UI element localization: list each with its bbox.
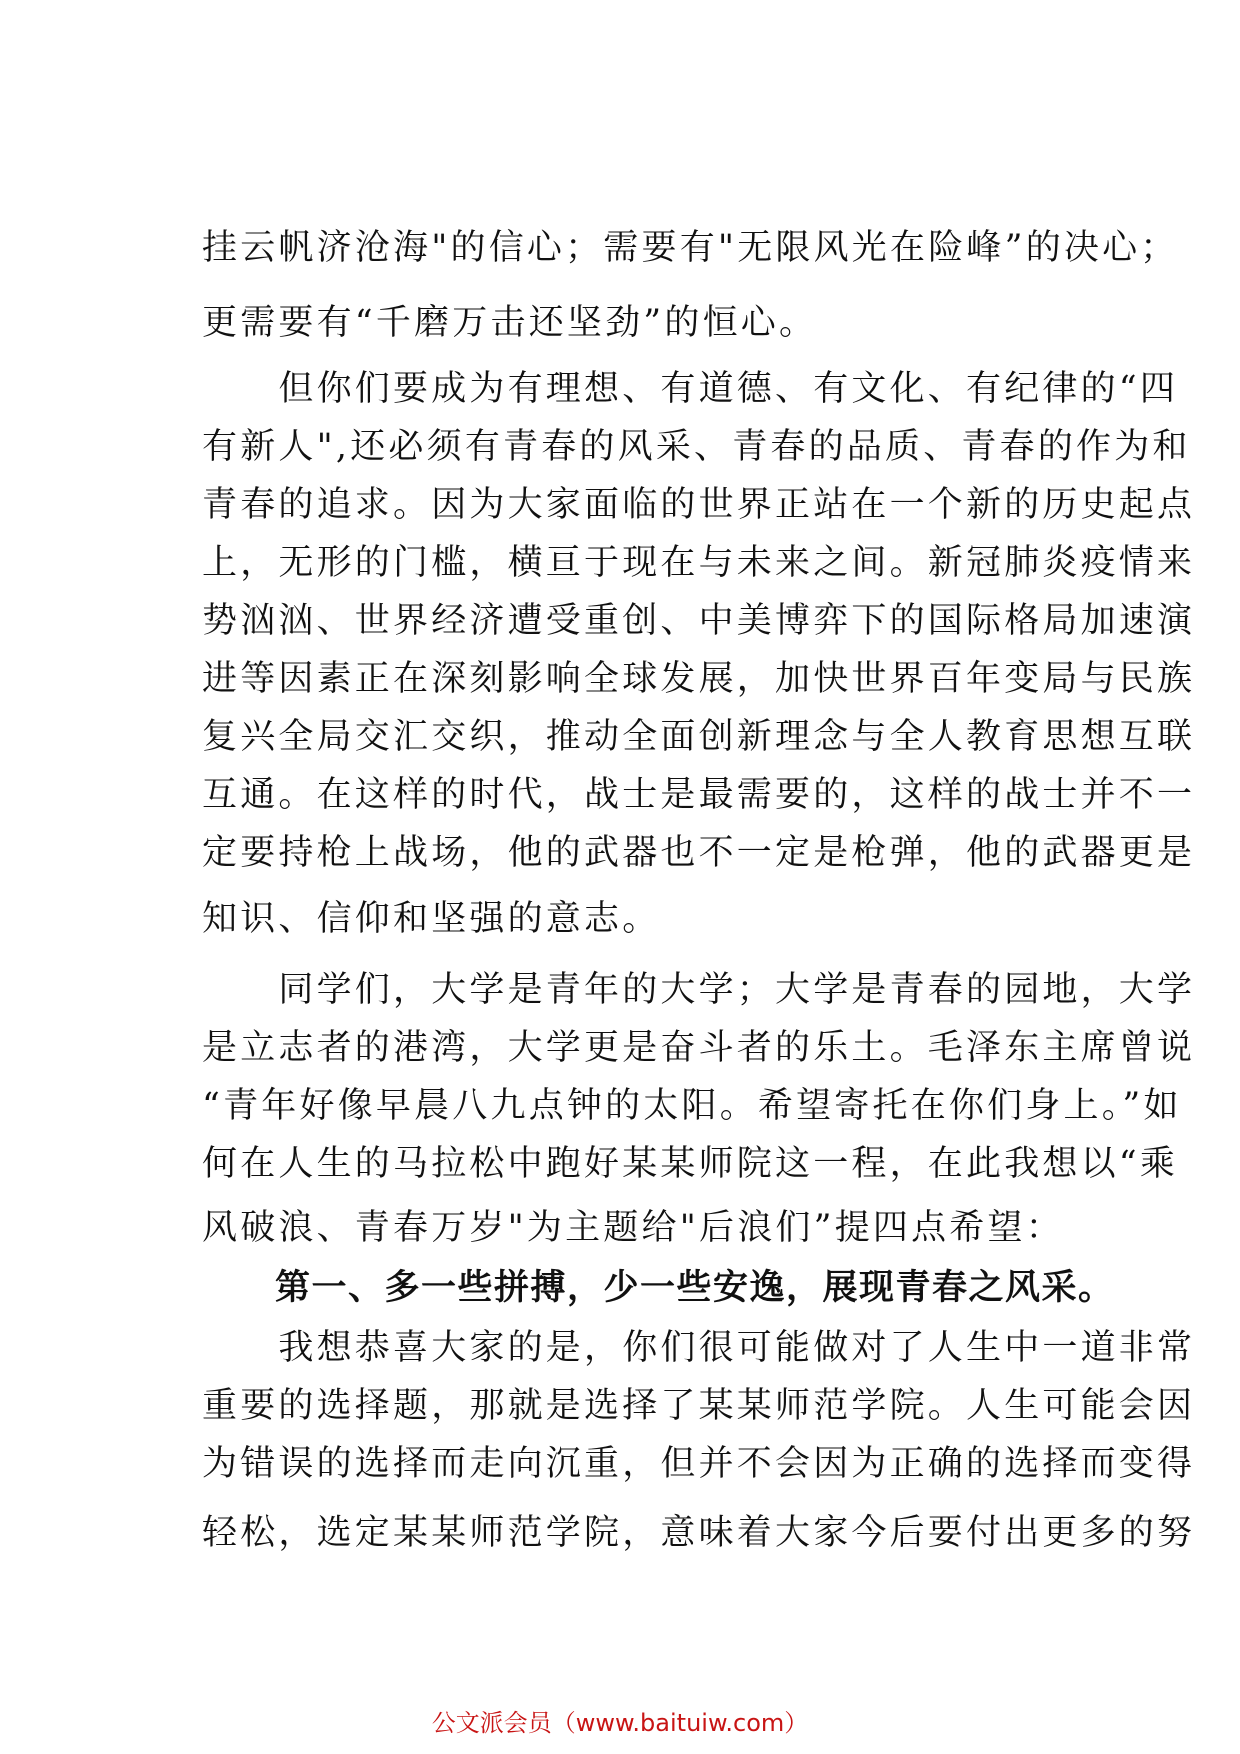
section-heading: 第一、多一些拼搏，少一些安逸，展现青春之风采。	[202, 1268, 1115, 1308]
text-line: 是立志者的港湾，大学更是奋斗者的乐土。毛泽东主席曾说	[202, 1028, 1196, 1068]
text-line: 重要的选择题，那就是选择了某某师范学院。人生可能会因	[202, 1386, 1196, 1426]
text-line: 有新人",还必须有青春的风采、青春的品质、青春的作为和	[202, 427, 1191, 467]
text-line: 同学们，大学是青年的大学；大学是青春的园地，大学	[202, 970, 1196, 1010]
text-line: 互通。在这样的时代，战士是最需要的，这样的战士并不一	[202, 775, 1196, 815]
text-line: 风破浪、青春万岁"为主题给"后浪们”提四点希望：	[202, 1208, 1064, 1248]
text-line: 我想恭喜大家的是，你们很可能做对了人生中一道非常	[202, 1328, 1196, 1368]
text-line: 定要持枪上战场，他的武器也不一定是枪弹，他的武器更是	[202, 833, 1196, 873]
text-line: 但你们要成为有理想、有道德、有文化、有纪律的“四	[202, 369, 1179, 409]
text-line: 进等因素正在深刻影响全球发展，加快世界百年变局与民族	[202, 659, 1196, 699]
text-line: 更需要有“千磨万击还坚劲”的恒心。	[202, 303, 818, 343]
text-line: “青年好像早晨八九点钟的太阳。希望寄托在你们身上。”如	[202, 1086, 1182, 1126]
text-line: 知识、信仰和坚强的意志。	[202, 899, 661, 939]
text-line: 何在人生的马拉松中跑好某某师院这一程，在此我想以“乘	[202, 1144, 1179, 1184]
text-line: 为错误的选择而走向沉重，但并不会因为正确的选择而变得	[202, 1444, 1196, 1484]
text-line: 复兴全局交汇交织，推动全面创新理念与全人教育思想互联	[202, 717, 1196, 757]
text-line: 轻松，选定某某师范学院，意味着大家今后要付出更多的努	[202, 1513, 1196, 1553]
text-line: 上，无形的门槛，横亘于现在与未来之间。新冠肺炎疫情来	[202, 543, 1196, 583]
text-line: 青春的追求。因为大家面临的世界正站在一个新的历史起点	[202, 485, 1196, 525]
text-line: 挂云帆济沧海"的信心；需要有"无限风光在险峰”的决心；	[202, 228, 1179, 268]
footer-watermark: 公文派会员（www.baituiw.com）	[431, 1709, 809, 1737]
text-line: 势汹汹、世界经济遭受重创、中美博弈下的国际格局加速演	[202, 601, 1196, 641]
